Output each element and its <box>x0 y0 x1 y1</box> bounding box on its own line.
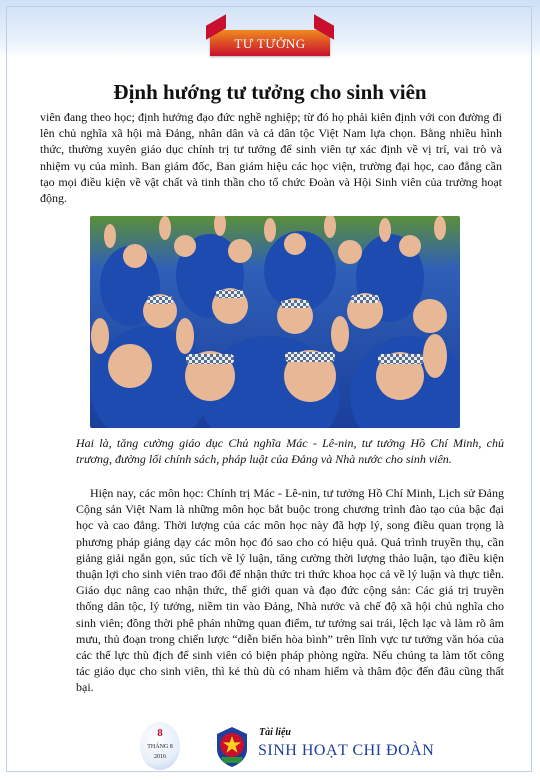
students-crowd-photo <box>90 216 460 428</box>
doc-label: Tài liệu <box>259 727 291 738</box>
issue-month: THÁNG 8 <box>147 744 173 750</box>
article-title: Định hướng tư tưởng cho sinh viên <box>113 80 427 104</box>
section-label: TƯ TƯỞNG <box>234 36 306 51</box>
page-number-badge <box>140 722 180 770</box>
paragraph-intro: viên đang theo học; định hướng đạo đức nghề nghiệp; từ đó họ phải kiên định với con đường đi lên chủ nghĩa xã hội mà Đảng, nhân dân và cả dân tộc Việt Nam lựa chọn. Bằng nhiều hình thức, thường xuyên giáo dục chính trị tư tưởng để sinh viên tự xác định về vị trí, vai trò và nhiệm vụ của mình. Ban giám đốc, Ban giám hiệu các học viện, trường đại học, cao đẳng cần tạo mọi điều kiện về vật chất và tinh thần cho tổ chức Đoàn và Hội Sinh viên của trường hoạt động. <box>40 110 502 206</box>
paragraph-body: Hiện nay, các môn học: Chính trị Mác - Lê-nin, tư tưởng Hồ Chí Minh, Lịch sử Đảng Cộng sản Việt Nam là những môn học bắt buộc trong chương trình đào tạo của bậc đại học và cao đẳng. Thời lượng của các môn học này đã hợp lý, song điều quan trọng là phương pháp giảng dạy các môn học đó sao cho có hiệu quả. Quá trình truyền thụ, cần giảng giải ngắn gọn, súc tích về lý luận, tăng cường thời lượng thảo luận, tạo điều kiện thuận lợi cho sinh viên trao đổi để nhận thức tri thức khoa học cả về lý luận và thực tiễn. Giáo dục nâng cao nhận thức, thế giới quan và đạo đức cộng sản: Các giá trị truyền thống dân tộc, lý tưởng, niềm tin vào Đảng, Nhà nước và chế độ xã hội chủ nghĩa cho sinh viên; đồng thời phê phán những quan điểm, tư tưởng sai trái, lệch lạc và làm rõ âm mưu, thủ đoạn trong chiến lược “diễn biến hòa bình” trên lĩnh vực tư tưởng văn hóa của các thế lực thù địch để sinh viên có biện pháp phòng ngừa. Nếu chúng ta làm tốt công tác giáo dục cho sinh viên, thì kẻ thù dù có nham hiểm và thâm độc đến đâu cũng thất bại. <box>76 486 504 695</box>
photo-caption: Hai là, tăng cường giáo dục Chủ nghĩa Mác - Lê-nin, tư tưởng Hồ Chí Minh, chủ trương, đường lối chính sách, pháp luật của Đảng và Nhà nước cho sinh viên. <box>76 436 504 466</box>
youth-union-logo-icon <box>213 725 251 769</box>
issue-year: 2016 <box>154 754 166 760</box>
page-number: 8 <box>157 727 163 739</box>
publication-title: SINH HOẠT CHI ĐOÀN <box>258 742 435 759</box>
photo-illustration <box>90 216 460 428</box>
section-tab <box>210 30 330 56</box>
